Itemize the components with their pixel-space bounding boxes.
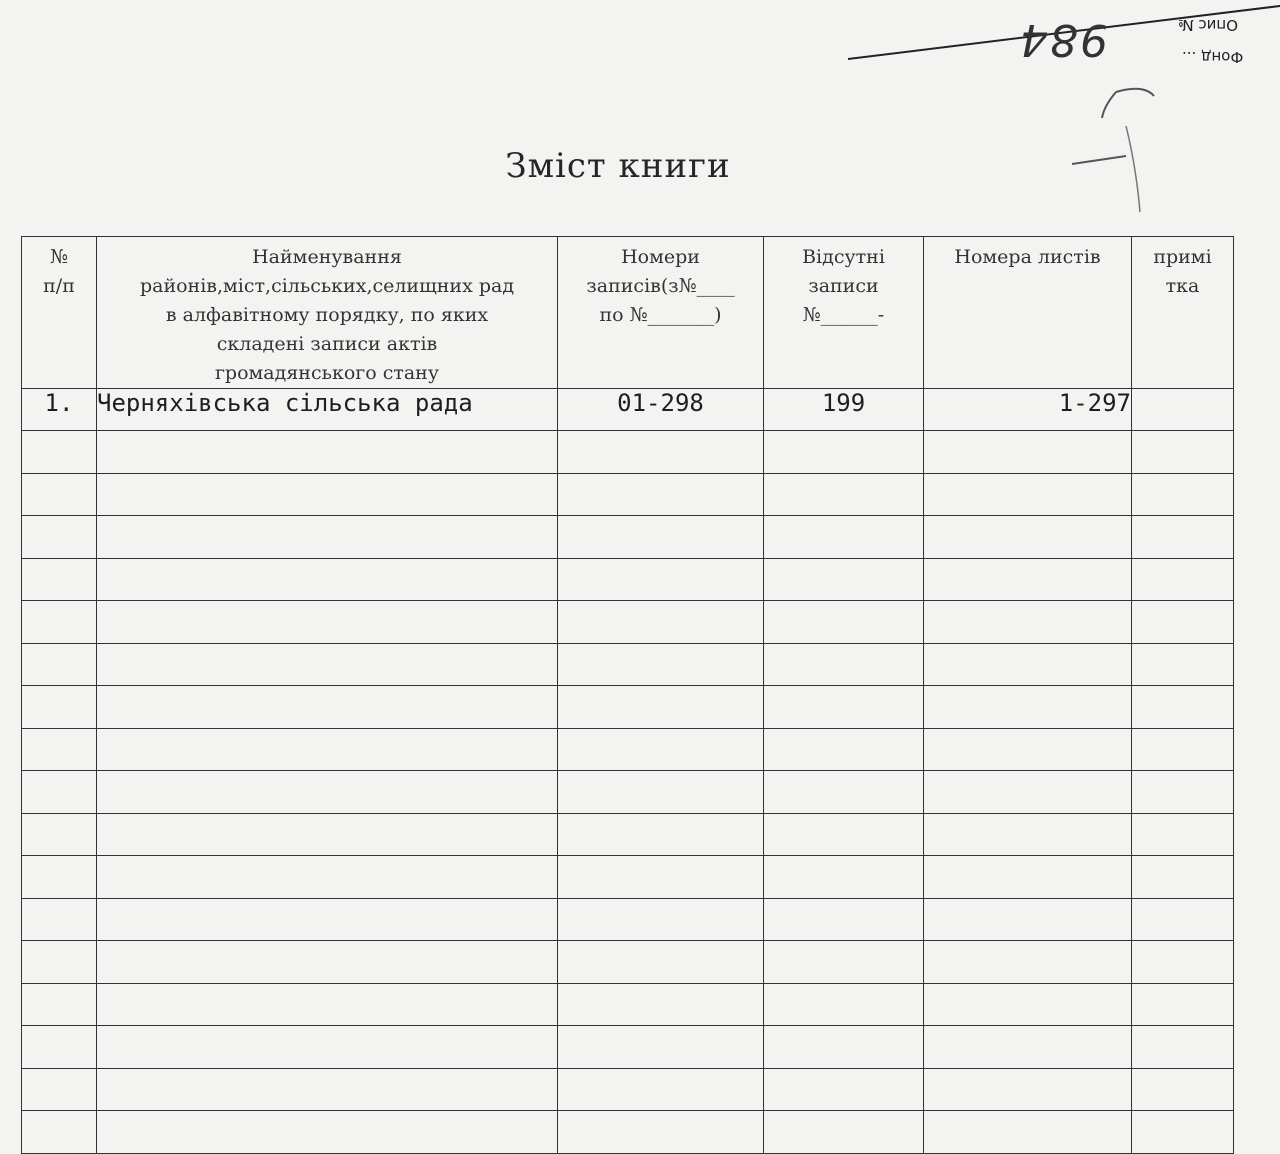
empty-cell xyxy=(924,431,1132,474)
empty-cell xyxy=(97,1026,558,1069)
empty-cell xyxy=(97,601,558,644)
empty-cell xyxy=(764,558,924,601)
empty-cell xyxy=(1132,431,1234,474)
empty-table-row xyxy=(22,1068,1234,1111)
empty-cell xyxy=(558,1068,764,1111)
empty-cell xyxy=(924,856,1132,899)
empty-cell xyxy=(924,941,1132,984)
empty-cell xyxy=(924,473,1132,516)
empty-cell xyxy=(924,558,1132,601)
empty-cell xyxy=(558,601,764,644)
empty-table-row xyxy=(22,558,1234,601)
page-title: Зміст книги xyxy=(505,146,731,186)
empty-cell xyxy=(558,728,764,771)
empty-cell xyxy=(22,643,97,686)
empty-cell xyxy=(764,686,924,729)
empty-cell xyxy=(924,1026,1132,1069)
empty-cell xyxy=(558,686,764,729)
empty-cell xyxy=(22,728,97,771)
empty-cell xyxy=(764,431,924,474)
empty-cell xyxy=(558,558,764,601)
empty-cell xyxy=(764,473,924,516)
empty-cell xyxy=(22,813,97,856)
empty-cell xyxy=(97,813,558,856)
empty-cell xyxy=(22,941,97,984)
empty-cell xyxy=(1132,1026,1234,1069)
empty-table-row xyxy=(22,941,1234,984)
empty-cell xyxy=(97,431,558,474)
empty-cell xyxy=(764,771,924,814)
empty-table-row xyxy=(22,856,1234,899)
empty-cell xyxy=(1132,601,1234,644)
empty-cell xyxy=(764,516,924,559)
empty-cell xyxy=(924,643,1132,686)
empty-table-row xyxy=(22,431,1234,474)
empty-table-row xyxy=(22,473,1234,516)
empty-cell xyxy=(97,771,558,814)
table-row xyxy=(22,389,1234,431)
empty-cell xyxy=(558,856,764,899)
header-records-range: Номери записів(з№____ по №_______) xyxy=(558,237,764,389)
empty-cell xyxy=(22,898,97,941)
empty-cell xyxy=(558,813,764,856)
cell-records-range: 01-298 xyxy=(558,389,764,431)
empty-cell xyxy=(1132,558,1234,601)
empty-cell xyxy=(97,728,558,771)
empty-cell xyxy=(1132,898,1234,941)
empty-cell xyxy=(22,516,97,559)
empty-cell xyxy=(558,516,764,559)
stamp-fond-label: Фонд ... xyxy=(1182,48,1244,66)
header-missing-records: Відсутні записи №______- xyxy=(764,237,924,389)
empty-cell xyxy=(1132,941,1234,984)
empty-table-row xyxy=(22,771,1234,814)
empty-cell xyxy=(97,983,558,1026)
stamp-opys-label: Опис № xyxy=(1178,16,1238,34)
empty-cell xyxy=(22,686,97,729)
empty-cell xyxy=(1132,1068,1234,1111)
empty-table-row xyxy=(22,813,1234,856)
header-number: № п/п xyxy=(22,237,97,389)
empty-cell xyxy=(558,1111,764,1154)
empty-cell xyxy=(558,431,764,474)
empty-cell xyxy=(558,941,764,984)
empty-cell xyxy=(97,473,558,516)
empty-cell xyxy=(764,1068,924,1111)
empty-cell xyxy=(1132,728,1234,771)
empty-cell xyxy=(22,473,97,516)
empty-cell xyxy=(1132,473,1234,516)
header-name: Найменування районів,міст,сільських,селищних рад в алфавітному порядку, по яких складені записи актів громадянського стану xyxy=(97,237,558,389)
empty-cell xyxy=(924,686,1132,729)
empty-cell xyxy=(924,728,1132,771)
empty-table-row xyxy=(22,686,1234,729)
empty-cell xyxy=(97,558,558,601)
cell-number: 1. xyxy=(22,389,97,431)
empty-cell xyxy=(22,431,97,474)
empty-cell xyxy=(22,1068,97,1111)
empty-table-row xyxy=(22,1111,1234,1154)
empty-cell xyxy=(764,898,924,941)
empty-cell xyxy=(764,856,924,899)
empty-table-row xyxy=(22,601,1234,644)
empty-cell xyxy=(924,898,1132,941)
empty-cell xyxy=(22,1026,97,1069)
empty-cell xyxy=(558,983,764,1026)
empty-cell xyxy=(924,771,1132,814)
empty-cell xyxy=(558,771,764,814)
cell-sheet-numbers: 1-297 xyxy=(924,389,1132,431)
empty-cell xyxy=(22,1111,97,1154)
cell-note xyxy=(1132,389,1234,431)
empty-cell xyxy=(22,856,97,899)
contents-table xyxy=(21,236,1234,1154)
empty-cell xyxy=(558,1026,764,1069)
empty-cell xyxy=(764,941,924,984)
empty-table-row xyxy=(22,516,1234,559)
empty-cell xyxy=(764,1111,924,1154)
empty-table-row xyxy=(22,643,1234,686)
empty-cell xyxy=(924,1111,1132,1154)
empty-cell xyxy=(558,473,764,516)
empty-cell xyxy=(764,983,924,1026)
empty-cell xyxy=(924,813,1132,856)
empty-cell xyxy=(1132,771,1234,814)
empty-cell xyxy=(924,1068,1132,1111)
empty-cell xyxy=(22,771,97,814)
handwritten-number: 984 xyxy=(1018,14,1108,65)
empty-cell xyxy=(97,856,558,899)
empty-cell xyxy=(1132,516,1234,559)
cell-missing-records: 199 xyxy=(764,389,924,431)
empty-table-row xyxy=(22,1026,1234,1069)
empty-cell xyxy=(1132,686,1234,729)
header-note: примі тка xyxy=(1132,237,1234,389)
empty-cell xyxy=(1132,983,1234,1026)
empty-cell xyxy=(764,813,924,856)
empty-table-row xyxy=(22,898,1234,941)
empty-cell xyxy=(22,983,97,1026)
empty-table-row xyxy=(22,728,1234,771)
empty-cell xyxy=(1132,1111,1234,1154)
empty-cell xyxy=(1132,813,1234,856)
empty-cell xyxy=(924,516,1132,559)
empty-cell xyxy=(97,898,558,941)
empty-cell xyxy=(558,898,764,941)
empty-cell xyxy=(558,643,764,686)
empty-cell xyxy=(924,601,1132,644)
cell-name: Черняхівська сільська рада xyxy=(97,389,558,431)
empty-cell xyxy=(924,983,1132,1026)
empty-cell xyxy=(97,941,558,984)
empty-cell xyxy=(764,643,924,686)
header-sheet-numbers: Номера листів xyxy=(924,237,1132,389)
empty-cell xyxy=(97,1111,558,1154)
empty-cell xyxy=(764,728,924,771)
empty-cell xyxy=(764,601,924,644)
empty-cell xyxy=(1132,856,1234,899)
empty-cell xyxy=(97,1068,558,1111)
empty-cell xyxy=(97,516,558,559)
empty-cell xyxy=(1132,643,1234,686)
empty-cell xyxy=(22,601,97,644)
empty-table-row xyxy=(22,983,1234,1026)
empty-cell xyxy=(22,558,97,601)
empty-cell xyxy=(764,1026,924,1069)
table-header-row xyxy=(22,237,1234,389)
empty-cell xyxy=(97,643,558,686)
empty-cell xyxy=(97,686,558,729)
